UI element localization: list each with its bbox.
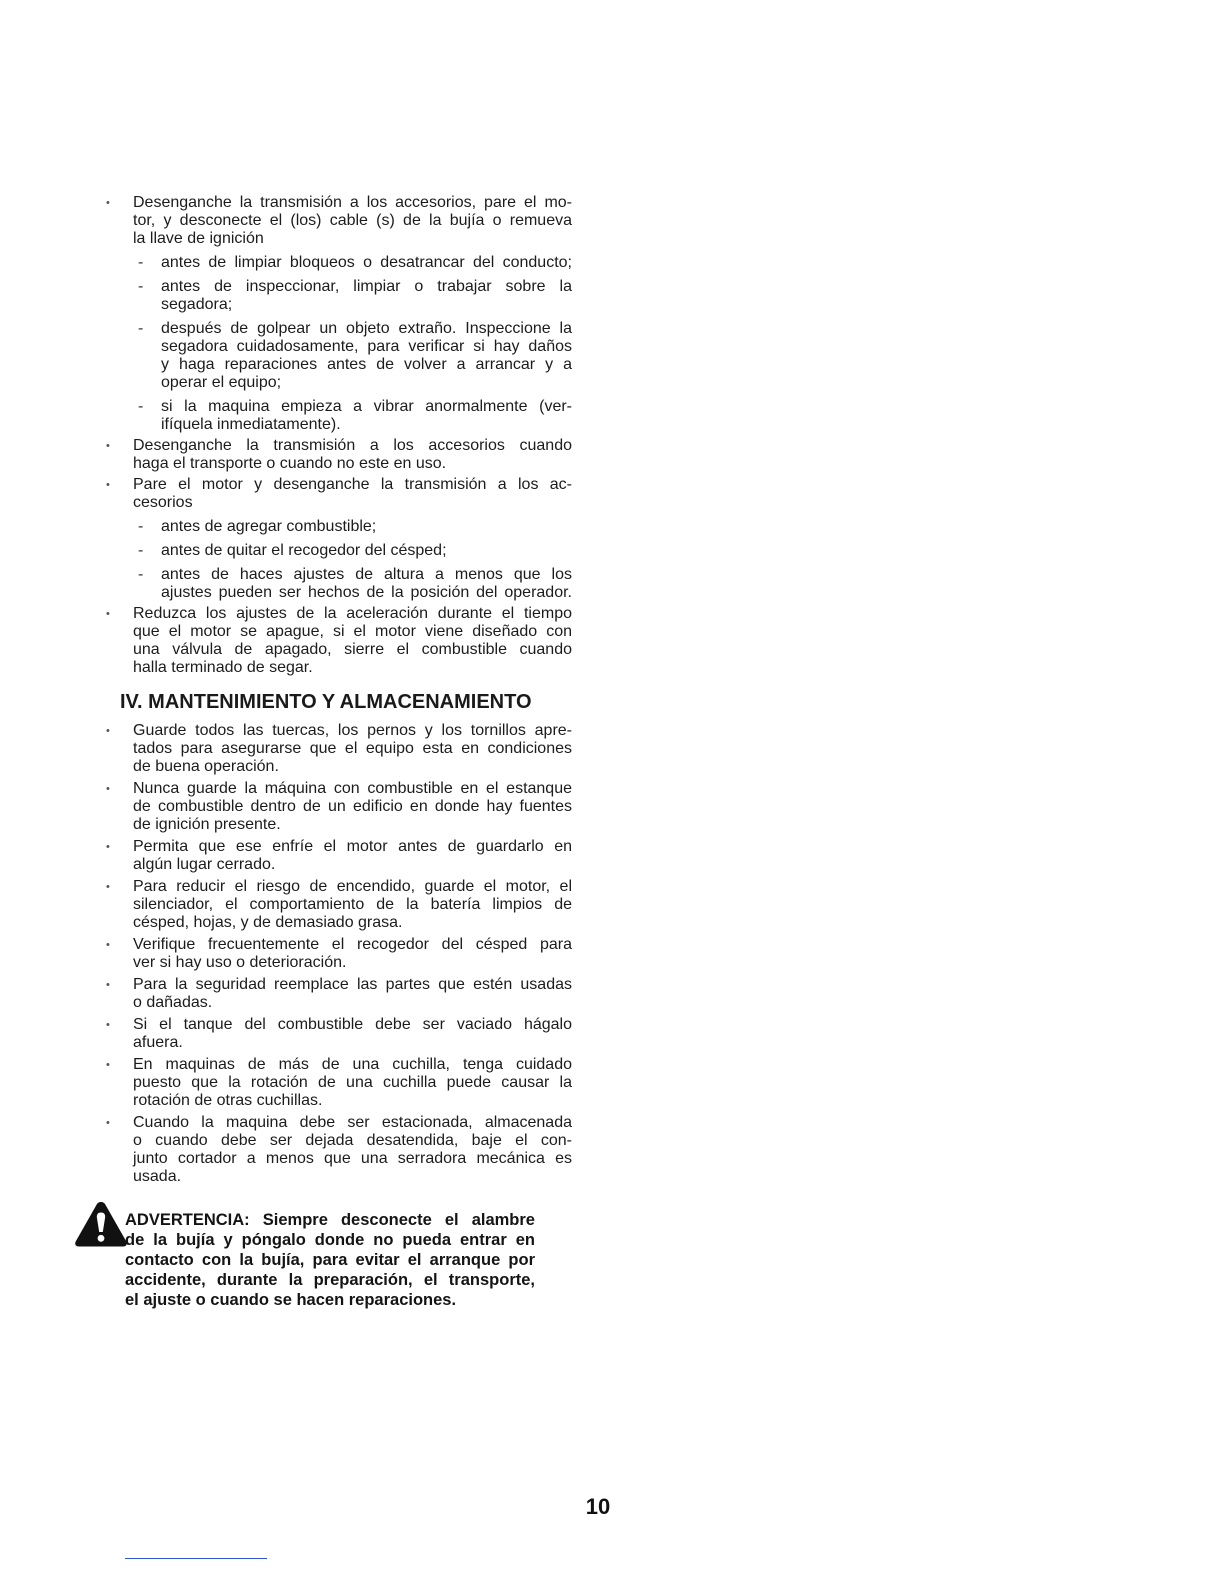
bullet-marker: • — [106, 1117, 110, 1129]
text-line: antes de limpiar bloqueos o desatrancar del conducto; — [161, 254, 572, 271]
text-line: Para reducir el riesgo de encendido, guarde el motor, el — [133, 878, 572, 895]
list-item — [0, 838, 572, 874]
text-line: ifíquela inmediatamente). — [161, 416, 341, 433]
list-item — [0, 878, 572, 932]
text-line: tados para asegurarse que el equipo esta en condiciones — [133, 740, 572, 757]
text-line: segadora cuidadosamente, para verificar si hay daños — [161, 338, 572, 355]
text-line: puesto que la rotación de una cuchilla puede causar la — [133, 1074, 572, 1091]
text-line: de combustible dentro de un edificio en donde hay fuentes — [133, 798, 572, 815]
text-line: antes de quitar el recogedor del césped; — [161, 542, 447, 559]
list-item — [0, 278, 572, 314]
safety-instructions-list — [0, 191, 572, 677]
dash-marker: - — [138, 278, 144, 295]
text-line: halla terminado de segar. — [133, 659, 313, 676]
bullet-marker: • — [106, 479, 110, 491]
text-line: la llave de ignición — [133, 230, 264, 247]
list-item — [0, 566, 572, 602]
text-line: silenciador, el comportamiento de la batería limpios de — [133, 896, 572, 913]
text-line: En maquinas de más de una cuchilla, tenga cuidado — [133, 1056, 572, 1073]
maintenance-instructions-list — [0, 718, 572, 1186]
text-line: afuera. — [133, 1034, 183, 1051]
text-line: una válvula de apagado, sierre el combustible cuando — [133, 641, 572, 658]
list-item — [0, 936, 572, 972]
text-line: Desenganche la transmisión a los accesorios, pare el mo- — [133, 194, 572, 211]
list-item — [0, 437, 572, 473]
bullet-marker: • — [106, 608, 110, 620]
warning-line: de la bujía y póngalo donde no pueda entrar en — [125, 1231, 535, 1249]
text-line: que el motor se apague, si el motor viene diseñado con — [133, 623, 572, 640]
text-line: y haga reparaciones antes de volver a arrancar y a — [161, 356, 572, 373]
bullet-marker: • — [106, 783, 110, 795]
list-item — [0, 254, 572, 272]
bullet-marker: • — [106, 979, 110, 991]
list-item — [0, 605, 572, 677]
text-line: haga el transporte o cuando no este en uso. — [133, 455, 447, 472]
text-line: o cuando debe ser dejada desatendida, baje el con- — [133, 1132, 572, 1149]
footer-rule — [125, 1558, 267, 1559]
bullet-marker: • — [106, 939, 110, 951]
list-item — [0, 518, 572, 536]
dash-marker: - — [138, 518, 144, 535]
section-heading: IV. MANTENIMIENTO Y ALMACENAMIENTO — [120, 691, 532, 713]
text-line: junto cortador a menos que una serradora mecánica es — [133, 1150, 572, 1167]
text-line: cesorios — [133, 494, 193, 511]
list-item — [0, 320, 572, 392]
list-item — [0, 194, 572, 248]
list-item — [0, 1114, 572, 1186]
warning-line: ADVERTENCIA: Siempre desconecte el alambre — [125, 1211, 535, 1229]
text-line: algún lugar cerrado. — [133, 856, 276, 873]
warning-line: el ajuste o cuando se hacen reparaciones. — [125, 1291, 457, 1309]
bullet-marker: • — [106, 1059, 110, 1071]
bullet-marker: • — [106, 440, 110, 452]
dash-marker: - — [138, 566, 144, 583]
text-line: usada. — [133, 1168, 182, 1185]
text-line: si la maquina empieza a vibrar anormalmente (ver- — [161, 398, 572, 415]
warning-message — [125, 1210, 535, 1310]
list-item — [0, 976, 572, 1012]
text-line: Desenganche la transmisión a los accesorios cuando — [133, 437, 572, 454]
warning-line: contacto con la bujía, para evitar el arranque por — [125, 1251, 535, 1269]
bullet-marker: • — [106, 881, 110, 893]
list-item — [0, 1016, 572, 1052]
warning-triangle-icon — [74, 1200, 128, 1248]
dash-marker: - — [138, 254, 144, 271]
text-line: Si el tanque del combustible debe ser vaciado hágalo — [133, 1016, 572, 1033]
text-line: antes de inspeccionar, limpiar o trabajar sobre la — [161, 278, 572, 295]
text-line: de buena operación. — [133, 758, 279, 775]
list-item — [0, 1056, 572, 1110]
text-line: antes de haces ajustes de altura a menos que los — [161, 566, 572, 583]
dash-marker: - — [138, 320, 144, 337]
text-line: Pare el motor y desenganche la transmisión a los ac- — [133, 476, 572, 493]
text-line: Nunca guarde la máquina con combustible en el estanque — [133, 780, 572, 797]
text-line: Guarde todos las tuercas, los pernos y los tornillos apre- — [133, 722, 572, 739]
list-item — [0, 722, 572, 776]
bullet-marker: • — [106, 841, 110, 853]
bullet-marker: • — [106, 197, 110, 209]
text-line: Reduzca los ajustes de la aceleración durante el tiempo — [133, 605, 572, 622]
text-line: ver si hay uso o deterioración. — [133, 954, 347, 971]
text-line: de ignición presente. — [133, 816, 281, 833]
bullet-marker: • — [106, 1019, 110, 1031]
text-line: césped, hojas, y de demasiado grasa. — [133, 914, 403, 931]
text-line: después de golpear un objeto extraño. Inspeccione la — [161, 320, 572, 337]
text-line: Cuando la maquina debe ser estacionada, almacenada — [133, 1114, 572, 1131]
dash-marker: - — [138, 542, 144, 559]
text-line: ajustes pueden ser hechos de la posición del operador. — [161, 584, 572, 601]
text-line: Permita que ese enfríe el motor antes de guardarlo en — [133, 838, 572, 855]
text-line: antes de agregar combustible; — [161, 518, 377, 535]
warning-line: accidente, durante la preparación, el transporte, — [125, 1271, 535, 1289]
list-item — [0, 780, 572, 834]
list-item — [0, 398, 572, 434]
text-line: o dañadas. — [133, 994, 213, 1011]
bullet-marker: • — [106, 725, 110, 737]
text-line: operar el equipo; — [161, 374, 282, 391]
text-line: Verifique frecuentemente el recogedor del césped para — [133, 936, 572, 953]
text-line: Para la seguridad reemplace las partes que estén usadas — [133, 976, 572, 993]
list-item — [0, 476, 572, 512]
list-item — [0, 542, 572, 560]
text-line: tor, y desconecte el (los) cable (s) de la bujía o remueva — [133, 212, 572, 229]
page-number: 10 — [585, 1494, 611, 1519]
text-line: segadora; — [161, 296, 233, 313]
dash-marker: - — [138, 398, 144, 415]
text-line: rotación de otras cuchillas. — [133, 1092, 323, 1109]
